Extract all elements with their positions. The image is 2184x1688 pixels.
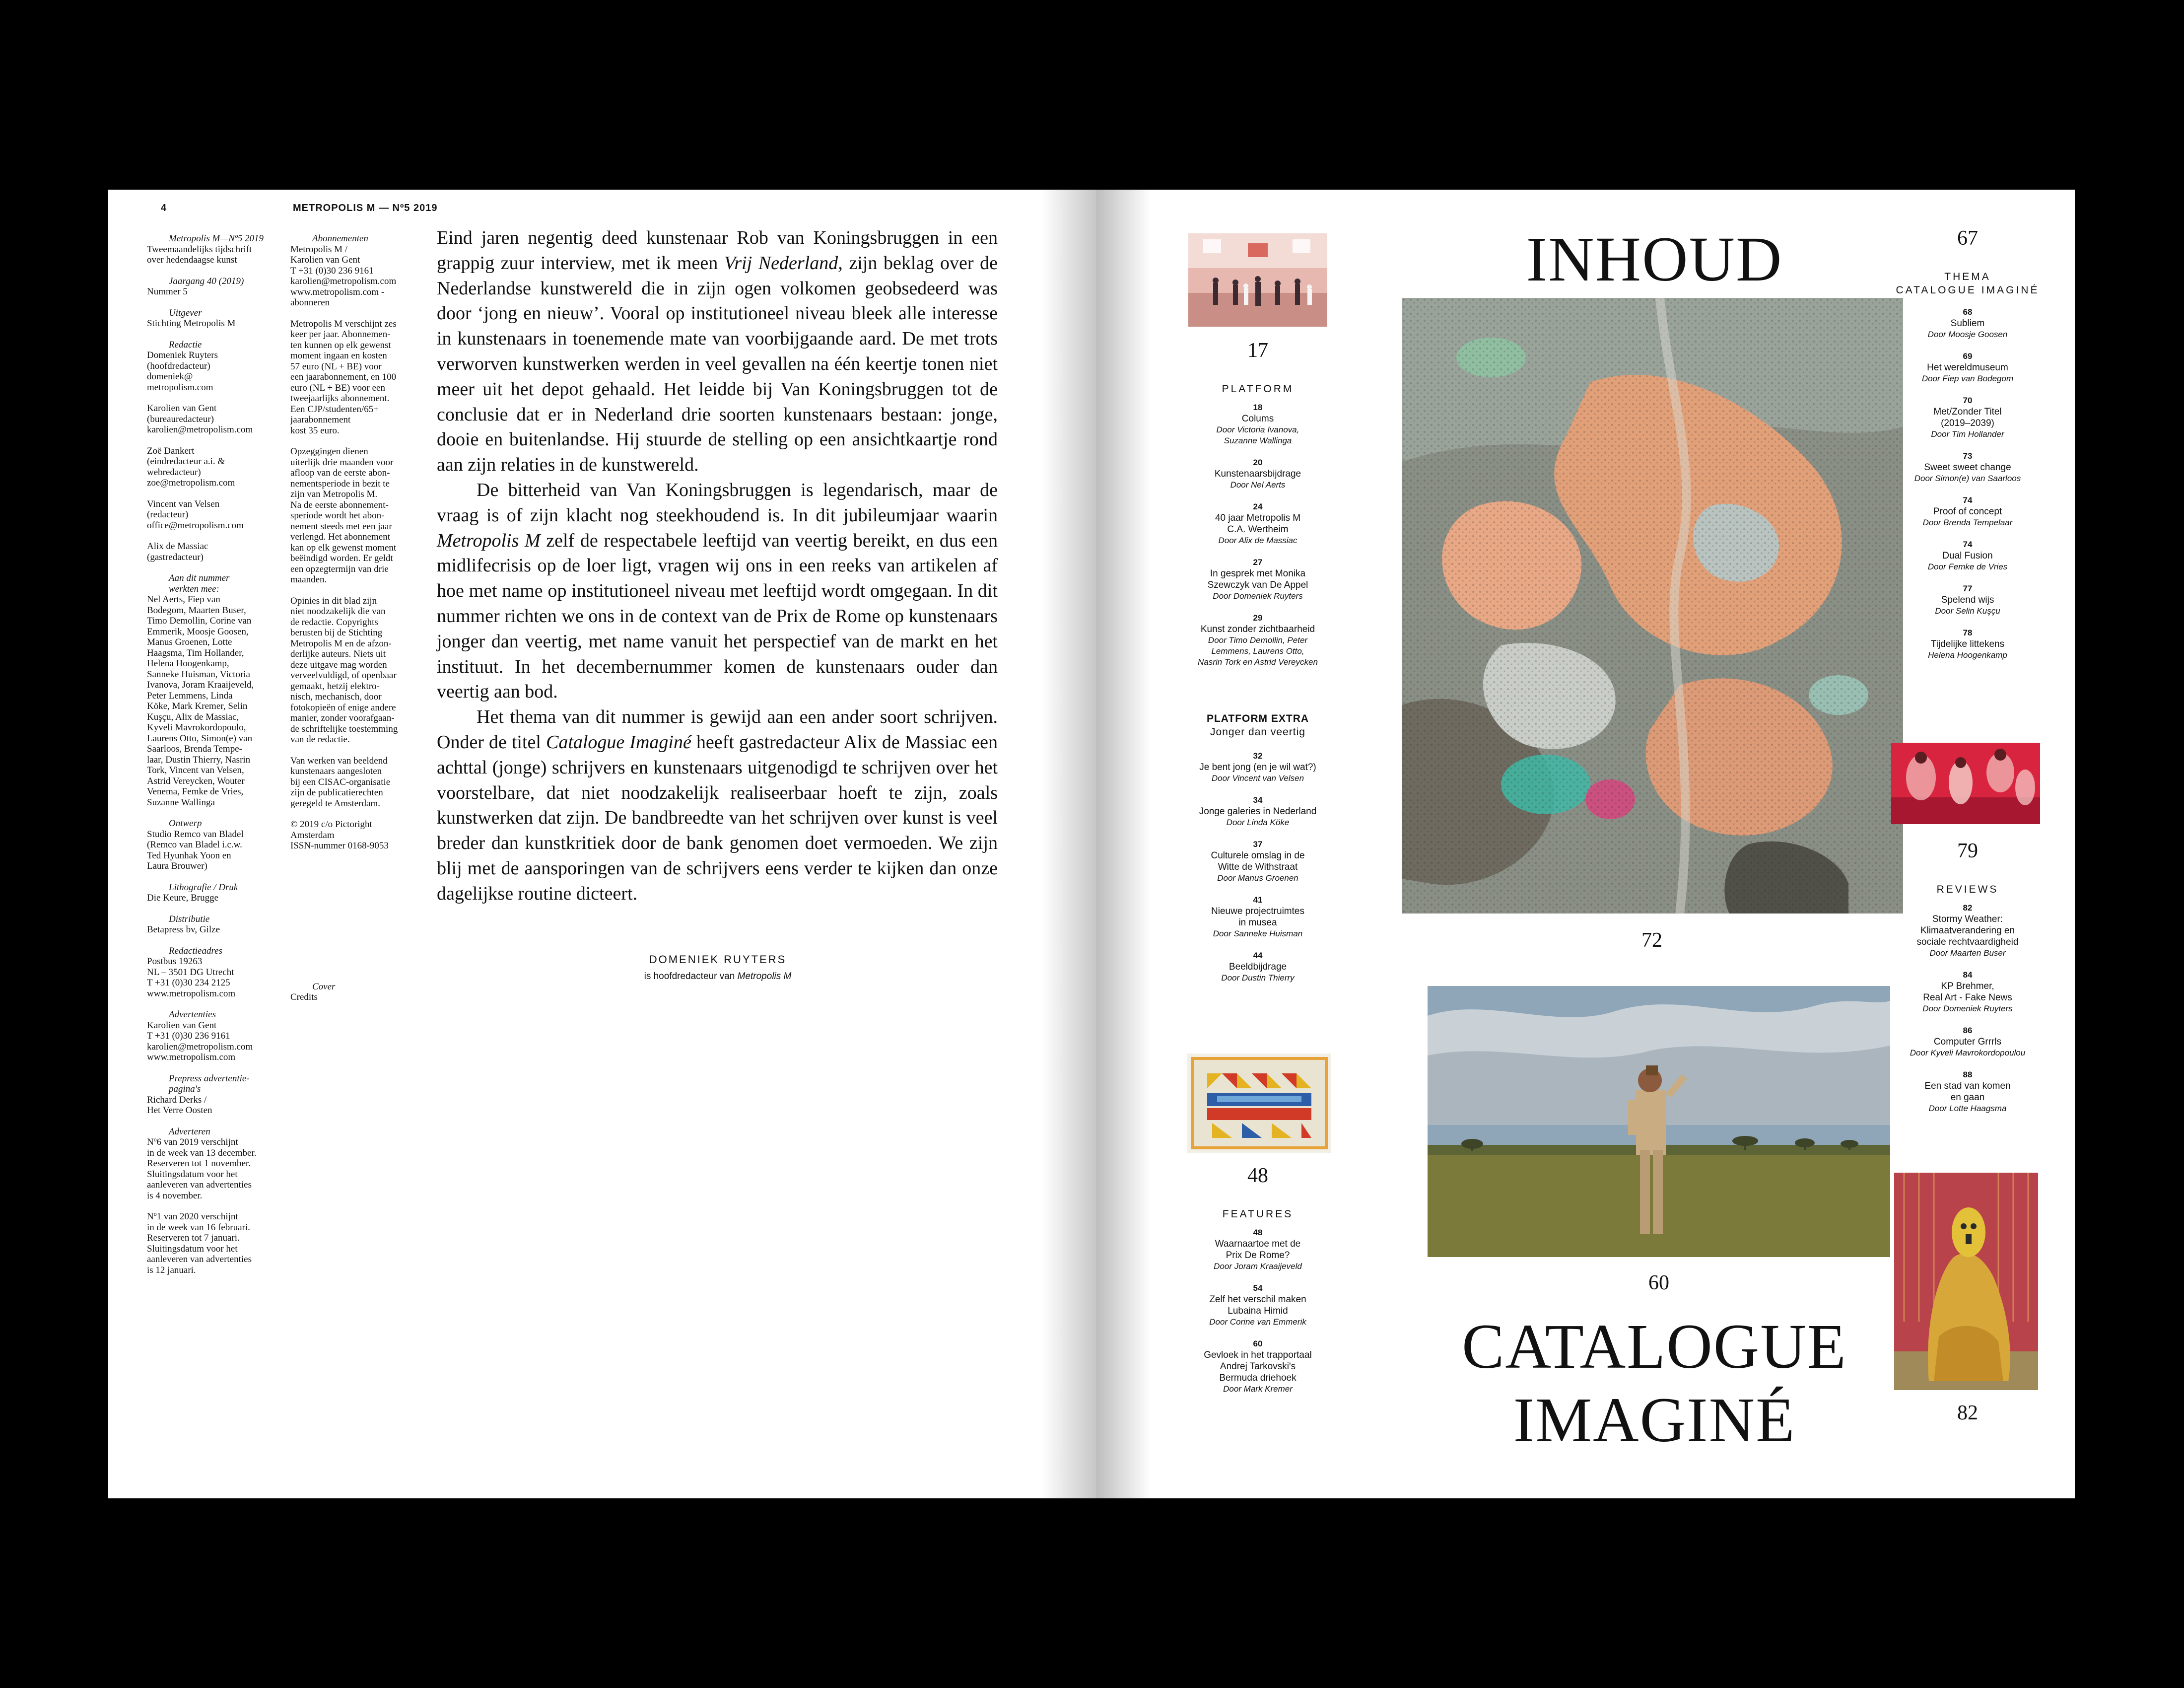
toc-title: Je bent jong (en je wil wat?) bbox=[1199, 762, 1316, 773]
colophon-value: Metropolis M verschijnt zes keer per jaar. Abonnemen- ten kunnen op elk gewenst moment ingaan en kosten 57 euro (NL + BE) voor een jaarabonnement, en 100 euro (NL + BE) voor een tweejaarlijks abonnement. Een CJP/studenten/65+ jaarabonnement kost 35 euro. bbox=[290, 318, 397, 436]
gutter-shadow-right bbox=[1096, 190, 1151, 1498]
toc-author: Door Fiep van Bodegom bbox=[1921, 374, 2014, 383]
colophon-value: Karolien van Gent (bureauredacteur) karolien@metropolism.com bbox=[147, 403, 253, 435]
editorial-paragraph bbox=[437, 704, 998, 906]
toc-author: Door Simon(e) van Saarloos bbox=[1914, 474, 2021, 483]
colophon-value: Betapress bv, Gilze bbox=[147, 924, 220, 935]
section-label-features: FEATURES bbox=[1222, 1208, 1294, 1220]
seated-figure-photo bbox=[1894, 1173, 2038, 1390]
toc-page-number: 41 bbox=[1253, 895, 1263, 905]
toc-page-number: 54 bbox=[1253, 1283, 1263, 1293]
page-number-79: 79 bbox=[1957, 840, 1978, 862]
toc-item bbox=[1883, 583, 2052, 617]
toc-page-number: 18 bbox=[1253, 403, 1263, 412]
toc-title: Met/Zonder Titel (2019–2039) bbox=[1933, 407, 2002, 428]
colophon-value: Nº1 van 2020 verschijnt in de week van 16 februari. Reserveren tot 7 januari. Sluitingsdatum voor het aanleveren van advertenties is 12 januari. bbox=[147, 1211, 252, 1275]
toc-page-number: 86 bbox=[1963, 1026, 1973, 1035]
folio-number: 4 bbox=[161, 203, 167, 213]
toc-page-number: 60 bbox=[1253, 1339, 1263, 1348]
gym-photo bbox=[1188, 233, 1327, 327]
colophon-label: Distributie bbox=[169, 914, 210, 924]
gutter-shadow bbox=[1041, 190, 1096, 1498]
cover-credits bbox=[290, 982, 420, 1003]
colophon-block bbox=[147, 276, 277, 297]
colophon-value: Karolien van Gent T +31 (0)30 236 9161 karolien@metropolism.com www.metropolism.com bbox=[147, 1020, 253, 1062]
toc-author: Door Alix de Massiac bbox=[1218, 536, 1297, 545]
colophon-block bbox=[147, 340, 277, 393]
toc-title: Tijdelijke littekens bbox=[1930, 639, 2005, 649]
toc-author: Door Sanneke Huisman bbox=[1213, 929, 1303, 938]
colophon-label: Jaargang 40 (2019) bbox=[169, 276, 244, 286]
title-inhoud: INHOUD bbox=[1526, 224, 1783, 294]
editorial-segment: De bitterheid van Van Koningsbruggen is legendarisch, maar de vraag is of zijn klacht nog steekhoudend is. In dit jubileumjaar waarin bbox=[437, 479, 998, 526]
left-page bbox=[108, 190, 1096, 1498]
page-number-82: 82 bbox=[1957, 1402, 1978, 1424]
toc-author: Door Maarten Buser bbox=[1929, 948, 2006, 958]
toc-author: Door Mark Kremer bbox=[1223, 1384, 1293, 1394]
thema-subtitle: CATALOGUE IMAGINÉ bbox=[1896, 284, 2040, 296]
toc-features bbox=[1173, 1227, 1342, 1406]
toc-item bbox=[1173, 1338, 1342, 1395]
quilt-artwork bbox=[1187, 1054, 1331, 1153]
page-number-48: 48 bbox=[1247, 1164, 1268, 1187]
toc-author: Door Victoria Ivanova, Suzanne Wallinga bbox=[1216, 425, 1299, 445]
toc-title: Nieuwe projectruimtes in musea bbox=[1211, 906, 1304, 928]
toc-title: Waarnaartoe met de Prix De Rome? bbox=[1215, 1239, 1301, 1261]
colophon-block bbox=[147, 1211, 277, 1275]
colophon-block bbox=[147, 818, 277, 872]
toc-item bbox=[1883, 495, 2052, 528]
toc-title: Proof of concept bbox=[1933, 506, 2002, 517]
colophon-label: Redactieadres bbox=[169, 945, 222, 956]
title-catalogue-imagine bbox=[1389, 1310, 1920, 1457]
toc-page-number: 69 bbox=[1963, 352, 1973, 361]
toc-item bbox=[1173, 795, 1342, 828]
signature-role-prefix: is hoofdredacteur van bbox=[644, 971, 738, 982]
colophon-value: Tweemaandelijks tijdschrift over hedendaagse kunst bbox=[147, 244, 252, 265]
toc-title: Stormy Weather: Klimaatverandering en sociale rechtvaardigheid bbox=[1916, 914, 2019, 947]
editorial-paragraph bbox=[437, 478, 998, 704]
toc-page-number: 44 bbox=[1253, 951, 1263, 960]
colophon-block bbox=[147, 233, 277, 266]
editorial-segment: zijn beklag over de Nederlandse kunstwereld die in zijn ogen volkomen geobsedeerd was door ‘jong en nieuw’. Vooral op institutioneel niveau bleek alle interesse in kunstenaars in toenemende mate van voorbijgaande aard. De met trots verworven kunstwerken werden in veel gevallen na één keertje tonen niet meer uit het depot gehaald. Het leidde bij Van Koningsbruggen tot de conclusie dat er in Nederland drie soorten kunstenaars bestaan: jonge, dooie en buitenlandse. Hij stuurde de stelling op een ansichtkaartje rond aan zijn relaties in de kunstwereld. bbox=[437, 252, 998, 476]
toc-page-number: 82 bbox=[1963, 903, 1973, 913]
toc-item bbox=[1883, 970, 2052, 1014]
colophon-label: Uitgever bbox=[169, 307, 202, 318]
toc-page-number: 77 bbox=[1963, 584, 1973, 593]
toc-item bbox=[1173, 751, 1342, 784]
toc-reviews bbox=[1883, 903, 2052, 1125]
toc-page-number: 74 bbox=[1963, 495, 1973, 505]
toc-title: Jonge galeries in Nederland bbox=[1199, 806, 1317, 817]
toc-page-number: 32 bbox=[1253, 751, 1263, 761]
signature-role-italic: Metropolis M bbox=[737, 971, 792, 982]
toc-page-number: 68 bbox=[1963, 307, 1973, 317]
toc-title: Het wereldmuseum bbox=[1927, 362, 2008, 373]
colophon-value: Nummer 5 bbox=[147, 286, 188, 297]
colophon-value: Nel Aerts, Fiep van Bodegom, Maarten Buser, Timo Demollin, Corine van Emmerik, Moosje Goosen, Manus Groenen, Lotte Haagsma, Tim Hollander, Helena Hoogenkamp, Sanneke Huisman, Victoria Ivanova, Joram Kraaijeveld, Peter Lemmens, Linda Köke, Mark Kremer, Selin Kuşçu, Alix de Massiac, Kyveli Mavrokordopoulo, Laurens Otto, Simon(e) van Saarloos, Brenda Tempe- laar, Dustin Thierry, Nasrin Tork, Vincent van Velsen, Astrid Vereycken, Wouter Venema, Femke de Vries, Suzanne Wallinga bbox=[147, 594, 254, 808]
toc-platform bbox=[1173, 402, 1342, 679]
toc-title: Gevloek in het trapportaal Andrej Tarkovski's Bermuda driehoek bbox=[1204, 1350, 1312, 1383]
toc-title: Kunst zonder zichtbaarheid bbox=[1200, 624, 1315, 634]
colophon-block bbox=[290, 233, 420, 308]
editorial-signature bbox=[589, 953, 847, 982]
editorial-segment: zelf de respectabele leeftijd van veertig bereikt, en dus een midlifecrisis op de loer ligt, vragen wij ons in een reeks van artikelen af hoe met name op institutioneel niveau met leeftijd wordt omgegaan. In dit nummer richten we ons in de context van de Prix de Rome op kunstenaars jonger dan veertig, met name vanuit het perspectief van de markt en het instituut. In het decembernummer komen de kunstenaars ouder dan veertig aan bod. bbox=[437, 530, 998, 703]
toc-item bbox=[1173, 1283, 1342, 1328]
title-imagine: IMAGINÉ bbox=[1513, 1385, 1796, 1455]
toc-item bbox=[1173, 402, 1342, 446]
toc-title: KP Brehmer, Real Art - Fake News bbox=[1923, 981, 2012, 1003]
toc-author: Door Femke de Vries bbox=[1927, 562, 2008, 571]
toc-page-number: 70 bbox=[1963, 396, 1973, 405]
editorial-segment: heeft gastredacteur Alix de Massiac een achttal (jonge) schrijvers en kunstenaars uitgenodigd te schrijven over het voorstelbare, dat niet noodzakelijk realiseerbaar hoeft te zijn, zoals kunstwerken dat zijn. De bandbreedte van het schrijven over kunst is veel breder dan kunstkritiek door de bank genomen doet vermoeden. We zijn blij met de aansporingen van de schrijvers eens verder te kijken dan onze dagelijkse routine dicteert. bbox=[437, 731, 998, 904]
toc-title: Computer Grrrls bbox=[1933, 1037, 2002, 1047]
toc-item bbox=[1883, 395, 2052, 440]
folio-title: METROPOLIS M — Nº5 2019 bbox=[293, 203, 438, 213]
colophon-column-1 bbox=[147, 233, 277, 1286]
colophon-block bbox=[147, 914, 277, 935]
toc-title: Een stad van komen en gaan bbox=[1924, 1081, 2011, 1103]
editorial-segment: Eind jaren negentig deed kunstenaar Rob van Koningsbruggen in een grappig zuur interview, met ik meen bbox=[437, 227, 998, 274]
editorial-segment: Vrij Nederland, bbox=[724, 252, 843, 274]
title-catalogue: CATALOGUE bbox=[1462, 1311, 1847, 1382]
colophon-block bbox=[147, 308, 277, 329]
colophon-value: Metropolis M / Karolien van Gent T +31 (0)30 236 9161 karolien@metropolism.com www.metropolism.com - abonneren bbox=[290, 244, 397, 308]
toc-item bbox=[1883, 628, 2052, 661]
right-page bbox=[1096, 190, 2075, 1498]
toc-author: Door Moosje Goosen bbox=[1927, 330, 2008, 339]
colophon-value: Opinies in dit blad zijn niet noodzakelijk die van de redactie. Copyrights berusten bij de Stichting Metropolis M en de afzon- derlijke auteurs. Niets uit deze uitgave mag worden verveelvuldigd, of openbaar gemaakt, hetzij elektro- nisch, mechanisch, door fotokopieën of enige andere manier, zonder voorafgaan- de schriftelijke toestemming van de redactie. bbox=[290, 595, 398, 745]
thema-title: THEMA bbox=[1944, 271, 1991, 282]
toc-page-number: 73 bbox=[1963, 451, 1973, 461]
toc-item bbox=[1883, 307, 2052, 340]
page-number-67: 67 bbox=[1957, 227, 1978, 250]
toc-item bbox=[1173, 501, 1342, 546]
toc-page-number: 27 bbox=[1253, 558, 1263, 567]
colophon-label: Metropolis M—Nº5 2019 bbox=[169, 233, 264, 244]
colophon-value: Vincent van Velsen (redacteur) office@metropolism.com bbox=[147, 498, 244, 531]
toc-item bbox=[1883, 451, 2052, 484]
colophon-value: Richard Derks / Het Verre Oosten bbox=[147, 1094, 212, 1116]
toc-page-number: 34 bbox=[1253, 795, 1263, 805]
colophon-label: Aan dit nummer bbox=[169, 573, 230, 583]
toc-page-number: 48 bbox=[1253, 1228, 1263, 1237]
colophon-value: Stichting Metropolis M bbox=[147, 318, 236, 329]
toc-page-number: 24 bbox=[1253, 502, 1263, 511]
toc-author: Helena Hoogenkamp bbox=[1928, 650, 2007, 660]
colophon-block bbox=[147, 446, 277, 489]
toc-author: Door Brenda Tempelaar bbox=[1922, 518, 2013, 527]
toc-page-number: 29 bbox=[1253, 613, 1263, 623]
toc-title: Dual Fusion bbox=[1942, 551, 1993, 561]
editorial-segment: Metropolis M bbox=[437, 530, 541, 551]
colophon-value: Opzeggingen dienen uiterlijk drie maanden voor afloop van de eerste abon- nementsperiode in bezit te zijn van Metropolis M. Na de eerste abonnement- speriode wordt het abon- nement steeds met een jaar verlengd. Het abonnement kan op elk gewenst moment beëindigd worden. Er geldt een opzegtermijn van drie maanden. bbox=[290, 446, 397, 585]
colophon-block bbox=[290, 319, 420, 436]
toc-author: Door Joram Kraaijeveld bbox=[1214, 1262, 1302, 1271]
colophon-value: Studio Remco van Bladel (Remco van Bladel i.c.w. Ted Hyunhak Yoon en Laura Brouwer) bbox=[147, 829, 244, 871]
editorial-segment: Het thema van dit nummer is gewijd aan een ander soort schrijven. Onder de titel bbox=[437, 706, 998, 753]
cover-label: Cover bbox=[312, 981, 336, 992]
toc-author: Door Dustin Thierry bbox=[1221, 973, 1295, 983]
page-number-60: 60 bbox=[1648, 1271, 1669, 1294]
colophon-block bbox=[147, 541, 277, 563]
toc-author: Door Linda Köke bbox=[1226, 818, 1290, 827]
toc-item bbox=[1883, 1069, 2052, 1114]
toc-item bbox=[1173, 557, 1342, 602]
toc-title: Subliem bbox=[1950, 318, 1985, 329]
toc-thema bbox=[1883, 307, 2052, 672]
toc-author: Door Domeniek Ruyters bbox=[1213, 591, 1303, 601]
toc-item bbox=[1173, 895, 1342, 939]
toc-title: Beeldbijdrage bbox=[1228, 962, 1287, 972]
toc-item bbox=[1173, 457, 1342, 491]
toc-page-number: 37 bbox=[1253, 840, 1263, 849]
toc-author: Door Selin Kuşçu bbox=[1935, 606, 2000, 616]
toc-item bbox=[1173, 839, 1342, 884]
toc-page-number: 74 bbox=[1963, 540, 1973, 549]
toc-author: Door Manus Groenen bbox=[1217, 873, 1298, 883]
colophon-block bbox=[147, 1073, 277, 1116]
abstract-map-artwork bbox=[1402, 298, 1903, 914]
colophon-block bbox=[147, 1009, 277, 1063]
editorial-paragraph bbox=[437, 225, 998, 478]
colophon-block bbox=[147, 573, 277, 808]
toc-item bbox=[1883, 1025, 2052, 1058]
section-label-reviews: REVIEWS bbox=[1936, 884, 1999, 895]
toc-author: Door Vincent van Velsen bbox=[1211, 774, 1304, 783]
colophon-label: Advertenties bbox=[169, 1009, 216, 1020]
colophon-value: © 2019 c/o Pictoright Amsterdam ISSN-nummer 0168-9053 bbox=[290, 819, 389, 851]
colophon-block bbox=[147, 1126, 277, 1201]
toc-title: Kunstenaarsbijdrage bbox=[1214, 469, 1301, 479]
cover-value: Credits bbox=[290, 992, 318, 1002]
colophon-block bbox=[290, 446, 420, 585]
colophon-label: Adverteren bbox=[169, 1126, 210, 1137]
colophon-value: Zoë Dankert (eindredacteur a.i. & webredacteur) zoe@metropolism.com bbox=[147, 445, 235, 488]
signature-role bbox=[589, 971, 847, 982]
platform-extra-title: PLATFORM EXTRA bbox=[1206, 713, 1309, 724]
colophon-block bbox=[147, 403, 277, 435]
colophon-label: Prepress advertentie- bbox=[169, 1073, 250, 1084]
colophon-block bbox=[290, 756, 420, 809]
colophon-column-2 bbox=[290, 233, 420, 1013]
toc-title: 40 jaar Metropolis M C.A. Wertheim bbox=[1215, 513, 1301, 535]
colophon-label: Ontwerp bbox=[169, 818, 202, 829]
toc-page-number: 20 bbox=[1253, 458, 1263, 467]
colophon-value: Postbus 19263 NL – 3501 DG Utrecht T +31 (0)30 234 2125 www.metropolism.com bbox=[147, 956, 236, 999]
colophon-label: Abonnementen bbox=[312, 233, 368, 244]
colophon-block bbox=[290, 819, 420, 851]
colophon-label: werkten mee: bbox=[169, 583, 219, 594]
toc-title: Spelend wijs bbox=[1941, 595, 1994, 605]
section-label-platform-extra bbox=[1173, 712, 1342, 739]
colophon-value: Alix de Massiac (gastredacteur) bbox=[147, 541, 208, 563]
toc-page-number: 84 bbox=[1963, 970, 1973, 980]
toc-page-number: 78 bbox=[1963, 628, 1973, 637]
toc-item bbox=[1173, 1227, 1342, 1272]
platform-extra-subtitle: Jonger dan veertig bbox=[1210, 726, 1305, 738]
toc-author: Door Corine van Emmerik bbox=[1209, 1317, 1306, 1327]
toc-title: Zelf het verschil maken Lubaina Himid bbox=[1209, 1294, 1306, 1316]
toc-author: Door Domeniek Ruyters bbox=[1922, 1004, 2013, 1013]
colophon-value: Nº6 van 2019 verschijnt in de week van 13 december. Reserveren tot 1 november. Sluitingsdatum voor het aanleveren van advertenties is 4 november. bbox=[147, 1137, 257, 1201]
colophon-block bbox=[147, 499, 277, 531]
colophon-block bbox=[290, 596, 420, 745]
colophon-label: pagina's bbox=[169, 1084, 201, 1094]
section-label-platform: PLATFORM bbox=[1222, 383, 1294, 395]
toc-author: Door Nel Aerts bbox=[1230, 480, 1286, 490]
toc-author: Door Timo Demollin, Peter Lemmens, Laurens Otto, Nasrin Tork en Astrid Vereycken bbox=[1198, 635, 1318, 667]
page-number-72: 72 bbox=[1641, 929, 1662, 952]
toc-author: Door Tim Hollander bbox=[1931, 429, 2004, 439]
landscape-man-photo bbox=[1428, 986, 1890, 1257]
editorial-text bbox=[437, 225, 998, 907]
colophon-value: Domeniek Ruyters (hoofdredacteur) domeniek@ metropolism.com bbox=[147, 350, 218, 393]
colophon-label: Redactie bbox=[169, 339, 202, 350]
toc-author: Door Kyveli Mavrokordopoulou bbox=[1910, 1048, 2026, 1057]
section-label-thema bbox=[1883, 270, 2052, 297]
colophon-value: Die Keure, Brugge bbox=[147, 893, 219, 903]
toc-author: Door Lotte Haagsma bbox=[1928, 1104, 2007, 1113]
toc-item bbox=[1883, 539, 2052, 572]
toc-title: Culturele omslag in de Witte de Withstraat bbox=[1211, 850, 1305, 872]
toc-item bbox=[1883, 903, 2052, 959]
toc-item bbox=[1173, 950, 1342, 984]
signature-name: DOMENIEK RUYTERS bbox=[649, 953, 787, 966]
toc-item bbox=[1883, 351, 2052, 384]
colophon-block bbox=[147, 882, 277, 904]
toc-title: Sweet sweet change bbox=[1924, 462, 2011, 473]
toc-title: In gesprek met Monika Szewczyk van De Appel bbox=[1207, 568, 1308, 590]
colophon-block bbox=[147, 946, 277, 999]
page-number-17: 17 bbox=[1247, 339, 1268, 362]
colophon-value: Van werken van beeldend kunstenaars aangesloten bij een CISAC-organisatie zijn de publicatierechten geregeld te Amsterdam. bbox=[290, 755, 391, 809]
toc-platform-extra bbox=[1173, 751, 1342, 994]
colophon-label: Lithografie / Druk bbox=[169, 882, 238, 893]
toc-title: Colums bbox=[1241, 414, 1274, 424]
dancers-photo bbox=[1891, 743, 2040, 824]
toc-page-number: 88 bbox=[1963, 1070, 1973, 1079]
editorial-segment: Catalogue Imaginé bbox=[546, 731, 691, 753]
toc-item bbox=[1173, 613, 1342, 668]
